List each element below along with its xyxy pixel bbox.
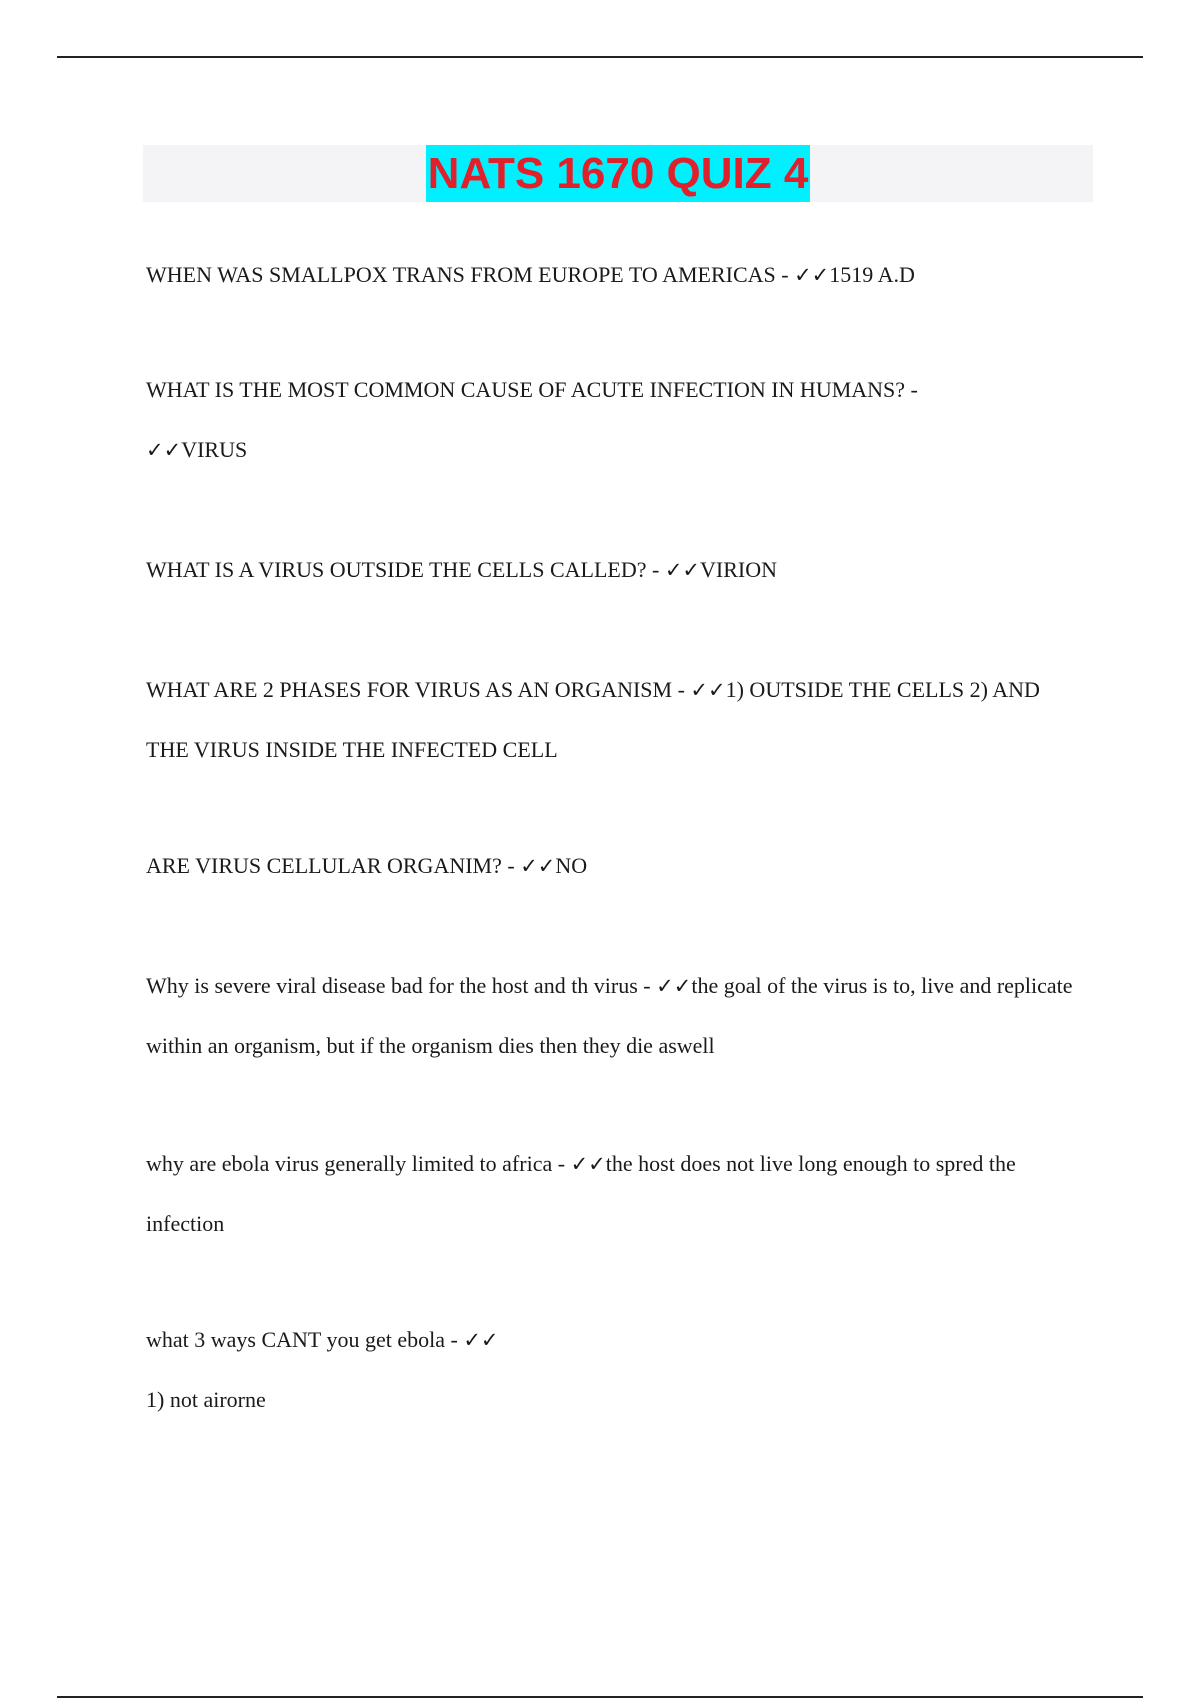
sub-answer-text: 1) not airorne bbox=[146, 1387, 266, 1412]
footer-rule bbox=[57, 1696, 1143, 1698]
double-check-icon: ✓✓ bbox=[520, 854, 556, 878]
question-text: WHAT IS A VIRUS OUTSIDE THE CELLS CALLED? - bbox=[146, 557, 665, 582]
header-rule bbox=[57, 56, 1143, 58]
qa-item bbox=[146, 360, 1086, 480]
double-check-icon: ✓✓ bbox=[463, 1328, 499, 1352]
answer-text: the host does not live long enough to spred the infection bbox=[146, 1151, 1016, 1236]
qa-item bbox=[146, 540, 1086, 600]
double-check-icon: ✓✓ bbox=[656, 974, 692, 998]
qa-item bbox=[146, 245, 1086, 305]
question-text: ARE VIRUS CELLULAR ORGANIM? - bbox=[146, 853, 521, 878]
question-text: WHAT ARE 2 PHASES FOR VIRUS AS AN ORGANISM - bbox=[146, 677, 691, 702]
question-text: why are ebola virus generally limited to africa - bbox=[146, 1151, 571, 1176]
qa-item bbox=[146, 836, 1086, 896]
double-check-icon: ✓✓ bbox=[664, 558, 701, 582]
answer-text: NO bbox=[555, 853, 588, 878]
double-check-icon: ✓✓ bbox=[146, 438, 182, 462]
double-check-icon: ✓✓ bbox=[690, 678, 726, 702]
answer-text: the goal of the virus is to, live and replicate within an organism, but if the organism dies then they die aswell bbox=[146, 973, 1073, 1058]
question-text: what 3 ways CANT you get ebola - bbox=[146, 1327, 464, 1352]
qa-item bbox=[146, 956, 1086, 1076]
answer-text: VIRUS bbox=[181, 437, 248, 462]
qa-item bbox=[146, 660, 1086, 780]
question-text: Why is severe viral disease bad for the host and th virus - bbox=[146, 973, 657, 998]
answer-text: 1) OUTSIDE THE CELLS 2) AND THE VIRUS INSIDE THE INFECTED CELL bbox=[146, 677, 1040, 762]
document-title: NATS 1670 QUIZ 4 bbox=[426, 145, 811, 202]
answer-text: 1519 A.D bbox=[829, 262, 915, 287]
qa-item bbox=[146, 1134, 1086, 1254]
question-text: WHEN WAS SMALLPOX TRANS FROM EUROPE TO AMERICAS - bbox=[146, 262, 795, 287]
question-text: WHAT IS THE MOST COMMON CAUSE OF ACUTE INFECTION IN HUMANS? - bbox=[146, 377, 918, 402]
answer-text: VIRION bbox=[700, 557, 778, 582]
title-band bbox=[143, 145, 1093, 202]
qa-item bbox=[146, 1310, 1086, 1430]
double-check-icon: ✓✓ bbox=[570, 1152, 606, 1176]
double-check-icon: ✓✓ bbox=[794, 263, 830, 287]
